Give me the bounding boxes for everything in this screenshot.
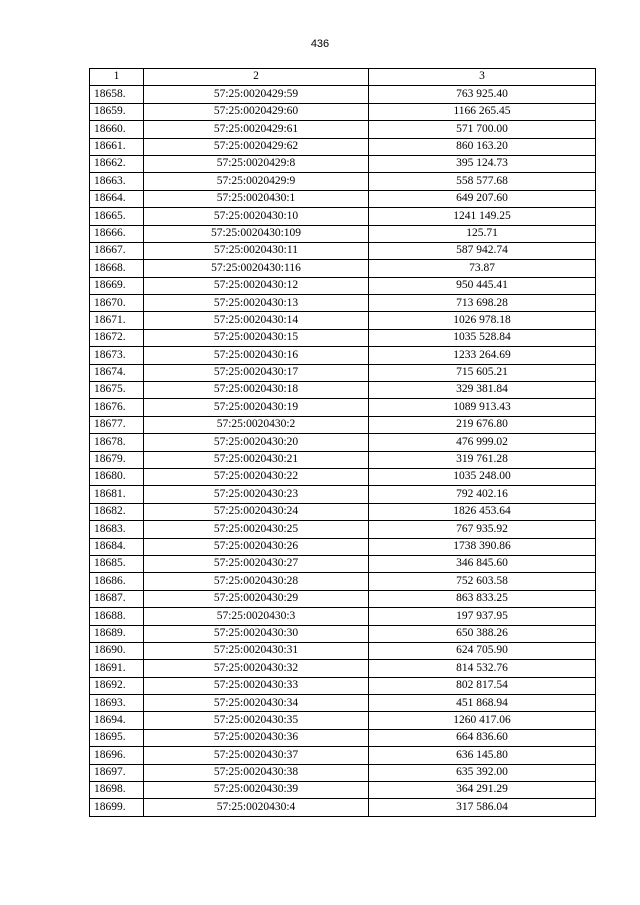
cadastral-value-cell: 1826 453.64	[369, 503, 596, 520]
cadastral-value-cell: 1035 248.00	[369, 468, 596, 485]
cadastral-value-cell: 624 705.90	[369, 642, 596, 659]
cadastral-number-cell: 57:25:0020430:19	[144, 399, 369, 416]
cadastral-value-cell: 317 586.04	[369, 799, 596, 816]
table-row	[90, 590, 596, 607]
cadastral-value-cell: 950 445.41	[369, 277, 596, 294]
row-number-cell: 18665.	[90, 208, 144, 225]
table-row	[90, 677, 596, 694]
cadastral-value-cell: 364 291.29	[369, 782, 596, 799]
table-row	[90, 190, 596, 207]
row-number-cell: 18689.	[90, 625, 144, 642]
table-body	[90, 86, 596, 816]
cadastral-value-cell: 1738 390.86	[369, 538, 596, 555]
cadastral-number-cell: 57:25:0020430:12	[144, 277, 369, 294]
row-number-cell: 18682.	[90, 503, 144, 520]
cadastral-number-cell: 57:25:0020430:23	[144, 486, 369, 503]
cadastral-number-cell: 57:25:0020430:1	[144, 190, 369, 207]
cadastral-value-cell: 1166 265.45	[369, 103, 596, 120]
table-row	[90, 521, 596, 538]
table-row	[90, 364, 596, 381]
table-row	[90, 312, 596, 329]
cadastral-number-cell: 57:25:0020430:34	[144, 695, 369, 712]
cadastral-value-cell: 713 698.28	[369, 295, 596, 312]
table-row	[90, 468, 596, 485]
row-number-cell: 18676.	[90, 399, 144, 416]
cadastral-number-cell: 57:25:0020429:8	[144, 155, 369, 172]
row-number-cell: 18697.	[90, 764, 144, 781]
cadastral-value-cell: 346 845.60	[369, 555, 596, 572]
row-number-cell: 18691.	[90, 660, 144, 677]
row-number-cell: 18699.	[90, 799, 144, 816]
cadastral-number-cell: 57:25:0020429:61	[144, 121, 369, 138]
table-row	[90, 173, 596, 190]
row-number-cell: 18673.	[90, 347, 144, 364]
cadastral-number-cell: 57:25:0020430:10	[144, 208, 369, 225]
row-number-cell: 18661.	[90, 138, 144, 155]
page-number: 436	[310, 38, 330, 50]
table-row	[90, 782, 596, 799]
cadastral-value-cell: 125.71	[369, 225, 596, 242]
cadastral-value-cell: 814 532.76	[369, 660, 596, 677]
table-row	[90, 660, 596, 677]
table-row	[90, 451, 596, 468]
row-number-cell: 18678.	[90, 434, 144, 451]
table-row	[90, 138, 596, 155]
table-row	[90, 486, 596, 503]
cadastral-number-cell: 57:25:0020429:60	[144, 103, 369, 120]
cadastral-value-cell: 1260 417.06	[369, 712, 596, 729]
cadastral-value-cell: 476 999.02	[369, 434, 596, 451]
cadastral-value-cell: 329 381.84	[369, 382, 596, 399]
row-number-cell: 18663.	[90, 173, 144, 190]
table-row	[90, 608, 596, 625]
cadastral-value-cell: 587 942.74	[369, 242, 596, 259]
cadastral-value-cell: 802 817.54	[369, 677, 596, 694]
cadastral-number-cell: 57:25:0020430:21	[144, 451, 369, 468]
table-row	[90, 155, 596, 172]
cadastral-number-cell: 57:25:0020430:32	[144, 660, 369, 677]
cadastral-value-cell: 763 925.40	[369, 86, 596, 103]
cadastral-number-cell: 57:25:0020430:13	[144, 295, 369, 312]
row-number-cell: 18698.	[90, 782, 144, 799]
cadastral-number-cell: 57:25:0020430:109	[144, 225, 369, 242]
row-number-cell: 18664.	[90, 190, 144, 207]
row-number-cell: 18660.	[90, 121, 144, 138]
cadastral-value-cell: 752 603.58	[369, 573, 596, 590]
row-number-cell: 18666.	[90, 225, 144, 242]
table-row	[90, 208, 596, 225]
cadastral-value-cell: 197 937.95	[369, 608, 596, 625]
cadastral-number-cell: 57:25:0020430:38	[144, 764, 369, 781]
row-number-cell: 18669.	[90, 277, 144, 294]
cadastral-value-cell: 792 402.16	[369, 486, 596, 503]
cadastral-number-cell: 57:25:0020430:30	[144, 625, 369, 642]
row-number-cell: 18692.	[90, 677, 144, 694]
table-row	[90, 103, 596, 120]
row-number-cell: 18685.	[90, 555, 144, 572]
row-number-cell: 18680.	[90, 468, 144, 485]
cadastral-value-cell: 558 577.68	[369, 173, 596, 190]
table-row	[90, 347, 596, 364]
table-row	[90, 399, 596, 416]
table-row	[90, 747, 596, 764]
cadastral-value-cell: 635 392.00	[369, 764, 596, 781]
table-row	[90, 642, 596, 659]
row-number-cell: 18677.	[90, 416, 144, 433]
table-row	[90, 573, 596, 590]
table-row	[90, 625, 596, 642]
table-row	[90, 712, 596, 729]
cadastral-number-cell: 57:25:0020430:11	[144, 242, 369, 259]
cadastral-value-cell: 219 676.80	[369, 416, 596, 433]
cadastral-number-cell: 57:25:0020430:16	[144, 347, 369, 364]
column-header-2: 2	[144, 69, 369, 86]
cadastral-value-cell: 715 605.21	[369, 364, 596, 381]
cadastral-number-cell: 57:25:0020429:9	[144, 173, 369, 190]
table-row	[90, 295, 596, 312]
cadastral-number-cell: 57:25:0020430:3	[144, 608, 369, 625]
row-number-cell: 18672.	[90, 329, 144, 346]
table-row	[90, 555, 596, 572]
cadastral-number-cell: 57:25:0020430:37	[144, 747, 369, 764]
cadastral-number-cell: 57:25:0020430:24	[144, 503, 369, 520]
cadastral-value-cell: 860 163.20	[369, 138, 596, 155]
table-row	[90, 538, 596, 555]
row-number-cell: 18674.	[90, 364, 144, 381]
row-number-cell: 18681.	[90, 486, 144, 503]
table-row	[90, 729, 596, 746]
table-row	[90, 121, 596, 138]
row-number-cell: 18694.	[90, 712, 144, 729]
cadastral-number-cell: 57:25:0020430:26	[144, 538, 369, 555]
cadastral-value-cell: 664 836.60	[369, 729, 596, 746]
cadastral-value-cell: 571 700.00	[369, 121, 596, 138]
cadastral-value-cell: 636 145.80	[369, 747, 596, 764]
cadastral-value-cell: 319 761.28	[369, 451, 596, 468]
cadastral-number-cell: 57:25:0020430:27	[144, 555, 369, 572]
table-row	[90, 225, 596, 242]
table-row	[90, 277, 596, 294]
row-number-cell: 18659.	[90, 103, 144, 120]
table-row	[90, 503, 596, 520]
row-number-cell: 18679.	[90, 451, 144, 468]
row-number-cell: 18686.	[90, 573, 144, 590]
column-header-3: 3	[369, 69, 596, 86]
cadastral-number-cell: 57:25:0020430:35	[144, 712, 369, 729]
cadastral-number-cell: 57:25:0020430:17	[144, 364, 369, 381]
table-row	[90, 695, 596, 712]
cadastral-value-cell: 767 935.92	[369, 521, 596, 538]
cadastral-number-cell: 57:25:0020430:31	[144, 642, 369, 659]
cadastral-number-cell: 57:25:0020430:15	[144, 329, 369, 346]
cadastral-value-cell: 1035 528.84	[369, 329, 596, 346]
cadastral-number-cell: 57:25:0020430:14	[144, 312, 369, 329]
cadastral-value-cell: 863 833.25	[369, 590, 596, 607]
row-number-cell: 18695.	[90, 729, 144, 746]
column-header-1: 1	[90, 69, 144, 86]
row-number-cell: 18688.	[90, 608, 144, 625]
cadastral-number-cell: 57:25:0020430:20	[144, 434, 369, 451]
row-number-cell: 18696.	[90, 747, 144, 764]
cadastral-number-cell: 57:25:0020430:22	[144, 468, 369, 485]
cadastral-value-cell: 1233 264.69	[369, 347, 596, 364]
cadastral-number-cell: 57:25:0020430:39	[144, 782, 369, 799]
row-number-cell: 18684.	[90, 538, 144, 555]
table-row	[90, 416, 596, 433]
cadastral-number-cell: 57:25:0020430:29	[144, 590, 369, 607]
table-row	[90, 382, 596, 399]
row-number-cell: 18693.	[90, 695, 144, 712]
row-number-cell: 18662.	[90, 155, 144, 172]
cadastral-value-cell: 73.87	[369, 260, 596, 277]
row-number-cell: 18690.	[90, 642, 144, 659]
cadastral-number-cell: 57:25:0020429:59	[144, 86, 369, 103]
cadastral-value-table	[89, 68, 596, 817]
cadastral-number-cell: 57:25:0020430:116	[144, 260, 369, 277]
table-row	[90, 434, 596, 451]
row-number-cell: 18670.	[90, 295, 144, 312]
cadastral-value-cell: 395 124.73	[369, 155, 596, 172]
cadastral-number-cell: 57:25:0020430:25	[144, 521, 369, 538]
cadastral-value-cell: 1241 149.25	[369, 208, 596, 225]
table-row	[90, 86, 596, 103]
cadastral-number-cell: 57:25:0020430:18	[144, 382, 369, 399]
table-row	[90, 260, 596, 277]
cadastral-number-cell: 57:25:0020430:2	[144, 416, 369, 433]
cadastral-number-cell: 57:25:0020430:28	[144, 573, 369, 590]
cadastral-number-cell: 57:25:0020429:62	[144, 138, 369, 155]
row-number-cell: 18675.	[90, 382, 144, 399]
cadastral-value-cell: 1089 913.43	[369, 399, 596, 416]
cadastral-value-cell: 451 868.94	[369, 695, 596, 712]
row-number-cell: 18668.	[90, 260, 144, 277]
cadastral-number-cell: 57:25:0020430:4	[144, 799, 369, 816]
row-number-cell: 18667.	[90, 242, 144, 259]
row-number-cell: 18658.	[90, 86, 144, 103]
row-number-cell: 18687.	[90, 590, 144, 607]
row-number-cell: 18683.	[90, 521, 144, 538]
table-row	[90, 764, 596, 781]
cadastral-number-cell: 57:25:0020430:33	[144, 677, 369, 694]
table-row	[90, 329, 596, 346]
table-header-row	[90, 69, 596, 86]
cadastral-number-cell: 57:25:0020430:36	[144, 729, 369, 746]
row-number-cell: 18671.	[90, 312, 144, 329]
table-row	[90, 799, 596, 816]
cadastral-value-cell: 649 207.60	[369, 190, 596, 207]
cadastral-value-cell: 650 388.26	[369, 625, 596, 642]
table-row	[90, 242, 596, 259]
cadastral-value-cell: 1026 978.18	[369, 312, 596, 329]
